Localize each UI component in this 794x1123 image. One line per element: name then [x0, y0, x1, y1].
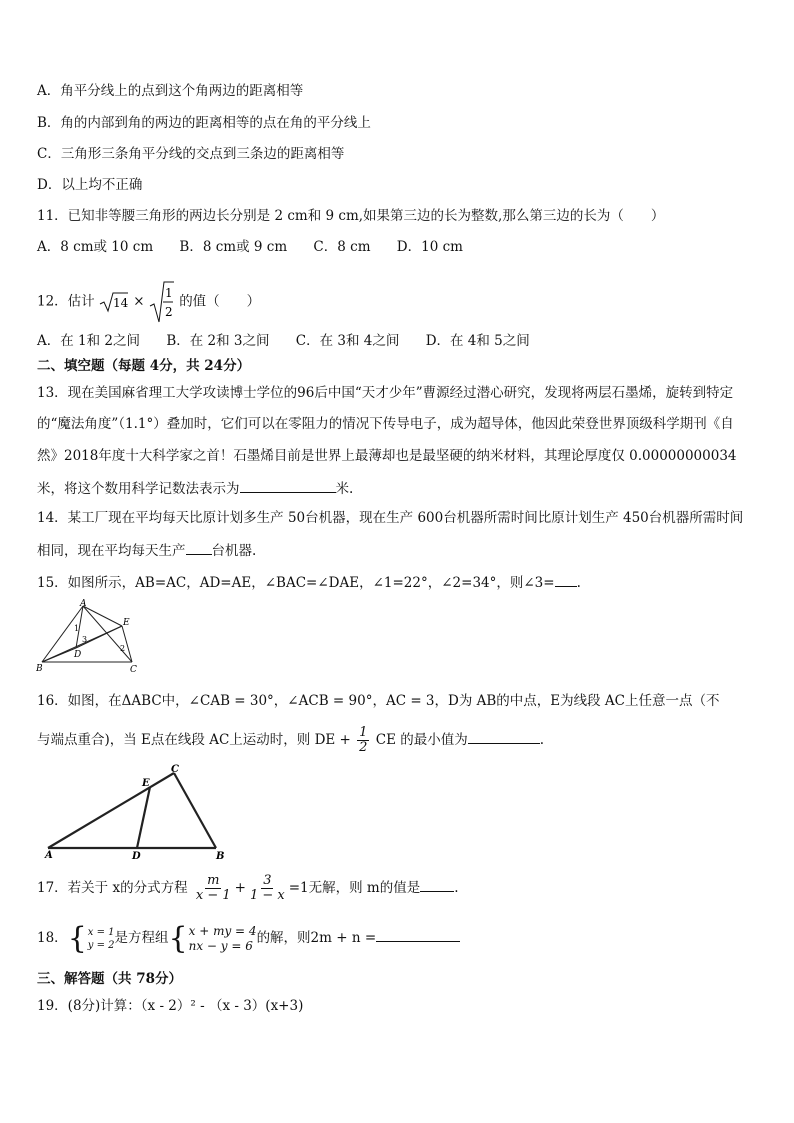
q13-answer-blank[interactable] — [240, 478, 336, 493]
q13-line1: 13．现在美国麻省理工大学攻读博士学位的96后中国“天才少年”曹源经过潜心研究，发现将两层石墨烯，旋转到特定 — [37, 385, 734, 401]
sqrt-half-symbol — [149, 280, 175, 324]
q15-stem — [37, 572, 581, 592]
q12-option-a: A．在 1和 2之间 — [37, 333, 141, 349]
q11-option-d: D．10 cm — [396, 239, 463, 255]
q17-answer-blank[interactable] — [420, 877, 454, 892]
q12-option-d: D．在 4和 5之间 — [425, 333, 530, 349]
q18-solution-system — [67, 920, 115, 956]
q11-option-c: C．8 cm — [313, 239, 371, 255]
q16-frac-num: 1 — [359, 725, 368, 740]
q16-frac-den: 2 — [359, 740, 368, 755]
q11-options — [37, 238, 485, 256]
q12-frac-den: 2 — [164, 305, 173, 319]
q12-prefix: 12．估计 — [37, 293, 95, 310]
q17-f2-den: 1 − x — [249, 888, 285, 903]
q13-line4 — [37, 478, 353, 498]
q17-f2-num: 3 — [263, 873, 272, 888]
q14-answer-blank[interactable] — [186, 540, 212, 555]
q17-prefix: 17．若关于 x的分式方程 — [37, 880, 188, 896]
q16-label-d: D — [132, 851, 141, 860]
q10-option-d: D．以上均不正确 — [37, 177, 143, 193]
section-3-heading: 三、解答题（共 78分） — [37, 971, 182, 987]
q17-fraction-1 — [194, 874, 233, 903]
q12-option-c: C．在 3和 4之间 — [295, 333, 400, 349]
q12-frac-num: 1 — [164, 286, 173, 300]
q16-figure — [40, 762, 230, 860]
q16-label-b: B — [216, 851, 225, 860]
q18-equation-system — [168, 920, 257, 956]
q15-end: . — [576, 575, 581, 591]
q17-stem — [37, 870, 459, 906]
q10-option-c: C．三角形三条角平分线的交点到三条边的距离相等 — [37, 146, 345, 162]
q18-sol-x: x = 1 — [87, 926, 115, 938]
q16-label-c: C — [171, 764, 179, 775]
q16-end: . — [539, 732, 545, 748]
q16-line2-text: 与端点重合)，当 E点在线段 AC上运动时，则 DE + — [37, 732, 351, 748]
q11-option-b: B．8 cm或 9 cm — [179, 239, 288, 255]
q12-options — [37, 332, 552, 350]
q15-angle-2: 2 — [120, 644, 126, 653]
q15-label-e: E — [123, 618, 130, 628]
q11-option-a: A．8 cm或 10 cm — [37, 239, 154, 255]
q15-text: 15．如图所示，AB=AC，AD=AE，∠BAC=∠DAE，∠1=22°，∠2=34°，则∠3= — [37, 575, 555, 591]
q15-label-d: D — [74, 650, 82, 660]
q13-line2: 的“魔法角度”（1.1°）叠加时，它们可以在零阻力的情况下传导电子，成为超导体，他因此荣登世界顶级科学期刊《自 — [37, 416, 734, 432]
q12-times: × — [133, 293, 145, 310]
q17-end: . — [454, 880, 459, 896]
q10-option-a: A．角平分线上的点到这个角两边的距离相等 — [37, 83, 304, 99]
q14-line1: 14．某工厂现在平均每天比原计划多生产 50台机器，现在生产 600台机器所需时间比原计划生产 450台机器所需时间 — [37, 510, 744, 526]
q17-fraction-2 — [248, 874, 287, 903]
q16-label-e: E — [142, 778, 150, 789]
q17-plus: + — [234, 880, 246, 896]
q18-eq1: x + my = 4 — [188, 923, 257, 938]
q13-line4-text: 米，将这个数用科学记数法表示为 — [37, 481, 240, 497]
q17-f1-den: x − 1 — [195, 888, 231, 903]
q15-angle-1: 1 — [74, 624, 80, 633]
q16-line2-text-b: CE 的最小值为 — [375, 732, 468, 748]
q16-half-fraction — [357, 726, 369, 755]
section-2-heading: 二、填空题（每题 4分，共 24分） — [37, 358, 251, 374]
q12-stem — [37, 280, 260, 324]
q15-label-b: B — [36, 664, 43, 674]
q14-line2 — [37, 540, 256, 560]
q15-answer-blank[interactable] — [555, 572, 577, 587]
q10-option-b: B．角的内部到角的两边的距离相等的点在角的平分线上 — [37, 115, 371, 131]
q12-suffix: 的值（ ） — [179, 293, 261, 310]
sqrt-14-symbol — [99, 291, 129, 313]
q16-label-a: A — [45, 850, 53, 860]
q18-middle: 是方程组 — [114, 930, 169, 946]
left-brace-symbol: { — [168, 920, 188, 956]
q17-eq-text: =1无解，则 m的值是 — [288, 880, 421, 896]
q14-line2-unit: 台机器. — [211, 543, 257, 559]
q18-sol-y: y = 2 — [87, 939, 115, 951]
q18-eq2: nx − y = 6 — [188, 938, 253, 953]
q16-answer-blank[interactable] — [468, 729, 540, 744]
q13-line3: 然》2018年度十大科学家之首！石墨烯目前是世界上最薄却也是最坚硬的纳米材料，其理论厚度仅 0.00000000034 — [37, 448, 737, 464]
q13-line4-unit: 米. — [335, 481, 354, 497]
q18-prefix: 18． — [37, 930, 68, 946]
q15-angle-3: 3 — [82, 635, 88, 644]
q18-stem — [37, 918, 460, 958]
q11-stem: 11．已知非等腰三角形的两边长分别是 2 cm和 9 cm,如果第三边的长为整数,那么第三边的长为（ ） — [37, 208, 665, 224]
q15-label-a: A — [80, 599, 87, 609]
q15-label-c: C — [130, 665, 137, 674]
q16-line2 — [37, 724, 544, 756]
q12-option-b: B．在 2和 3之间 — [166, 333, 270, 349]
q16-line1: 16．如图，在ΔABC中，∠CAB = 30°，∠ACB = 90°，AC = 3，D为 AB的中点，E为线段 AC上任意一点（不 — [37, 693, 720, 709]
q14-line2-text: 相同，现在平均每天生产 — [37, 543, 186, 559]
q19-stem: 19．(8分)计算：（x - 2）² - （x - 3）(x+3) — [37, 998, 304, 1014]
q17-f1-num: m — [207, 873, 220, 888]
left-brace-symbol: { — [67, 920, 87, 956]
q18-answer-blank[interactable] — [376, 927, 460, 942]
q18-suffix: 的解，则2m + n = — [256, 930, 377, 946]
q15-figure — [36, 598, 142, 674]
q12-radicand: 14 — [112, 296, 129, 310]
